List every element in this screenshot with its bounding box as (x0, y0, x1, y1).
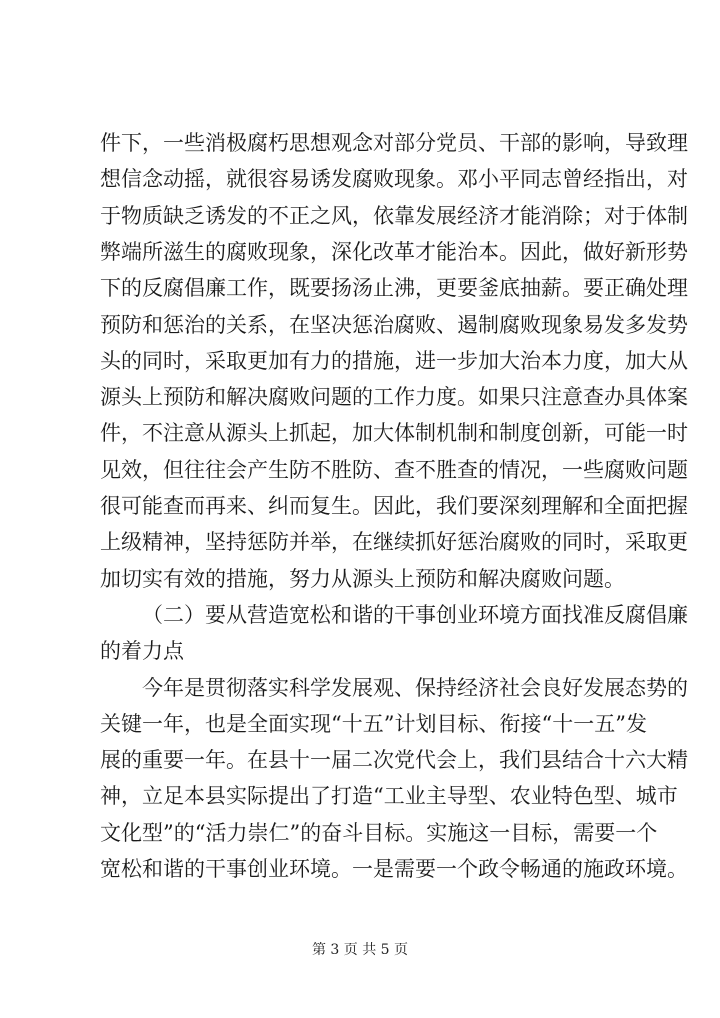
text-line: 弊端所滋生的腐败现象，深化改革才能治本。因此，做好新形势 (100, 240, 688, 264)
text-line: 今年是贯彻落实科学发展观、保持经济社会良好发展态势的 (142, 676, 688, 700)
text-line: 下的反腐倡廉工作，既要扬汤止沸，更要釜底抽薪。要正确处理 (100, 276, 688, 300)
text-line: 头的同时，采取更加有力的措施，进一步加大治本力度，加大从 (100, 349, 688, 373)
text-line: 展的重要一年。在县十一届二次党代会上，我们县结合十六大精 (100, 748, 688, 772)
text-line: 关键一年，也是全面实现“十五”计划目标、衔接“十一五”发 (100, 712, 647, 736)
text-line: 见效，但往往会产生防不胜防、查不胜查的情况，一些腐败问题 (100, 458, 688, 482)
text-line: 上级精神，坚持惩防并举，在继续抓好惩治腐败的同时，采取更 (100, 530, 688, 554)
text-line: 很可能查而再来、纠而复生。因此，我们要深刻理解和全面把握 (100, 494, 688, 518)
text-line: 源头上预防和解决腐败问题的工作力度。如果只注意查办具体案 (100, 385, 688, 409)
text-line: 件，不注意从源头上抓起，加大体制机制和制度创新，可能一时 (100, 421, 688, 445)
text-line: 加切实有效的措施，努力从源头上预防和解决腐败问题。 (100, 567, 625, 591)
text-line: 于物质缺乏诱发的不正之风，依靠发展经济才能消除；对于体制 (100, 204, 688, 228)
section-heading-line: 的着力点 (100, 639, 184, 663)
text-line: 文化型”的“活力崇仁”的奋斗目标。实施这一目标，需要一个 (100, 821, 658, 845)
text-line: 宽松和谐的干事创业环境。一是需要一个政令畅通的施政环境。 (100, 857, 688, 881)
text-line: 想信念动摇，就很容易诱发腐败现象。邓小平同志曾经指出，对 (100, 167, 688, 191)
text-line: 神，立足本县实际提出了打造“工业主导型、农业特色型、城市 (100, 784, 678, 808)
text-line: 件下，一些消极腐朽思想观念对部分党员、干部的影响，导致理 (100, 131, 688, 155)
text-line: 预防和惩治的关系，在坚决惩治腐败、遏制腐败现象易发多发势 (100, 313, 688, 337)
page-footer: 第 3 页 共 5 页 (311, 942, 409, 958)
section-heading-line: （二）要从营造宽松和谐的干事创业环境方面找准反腐倡廉 (142, 603, 688, 627)
